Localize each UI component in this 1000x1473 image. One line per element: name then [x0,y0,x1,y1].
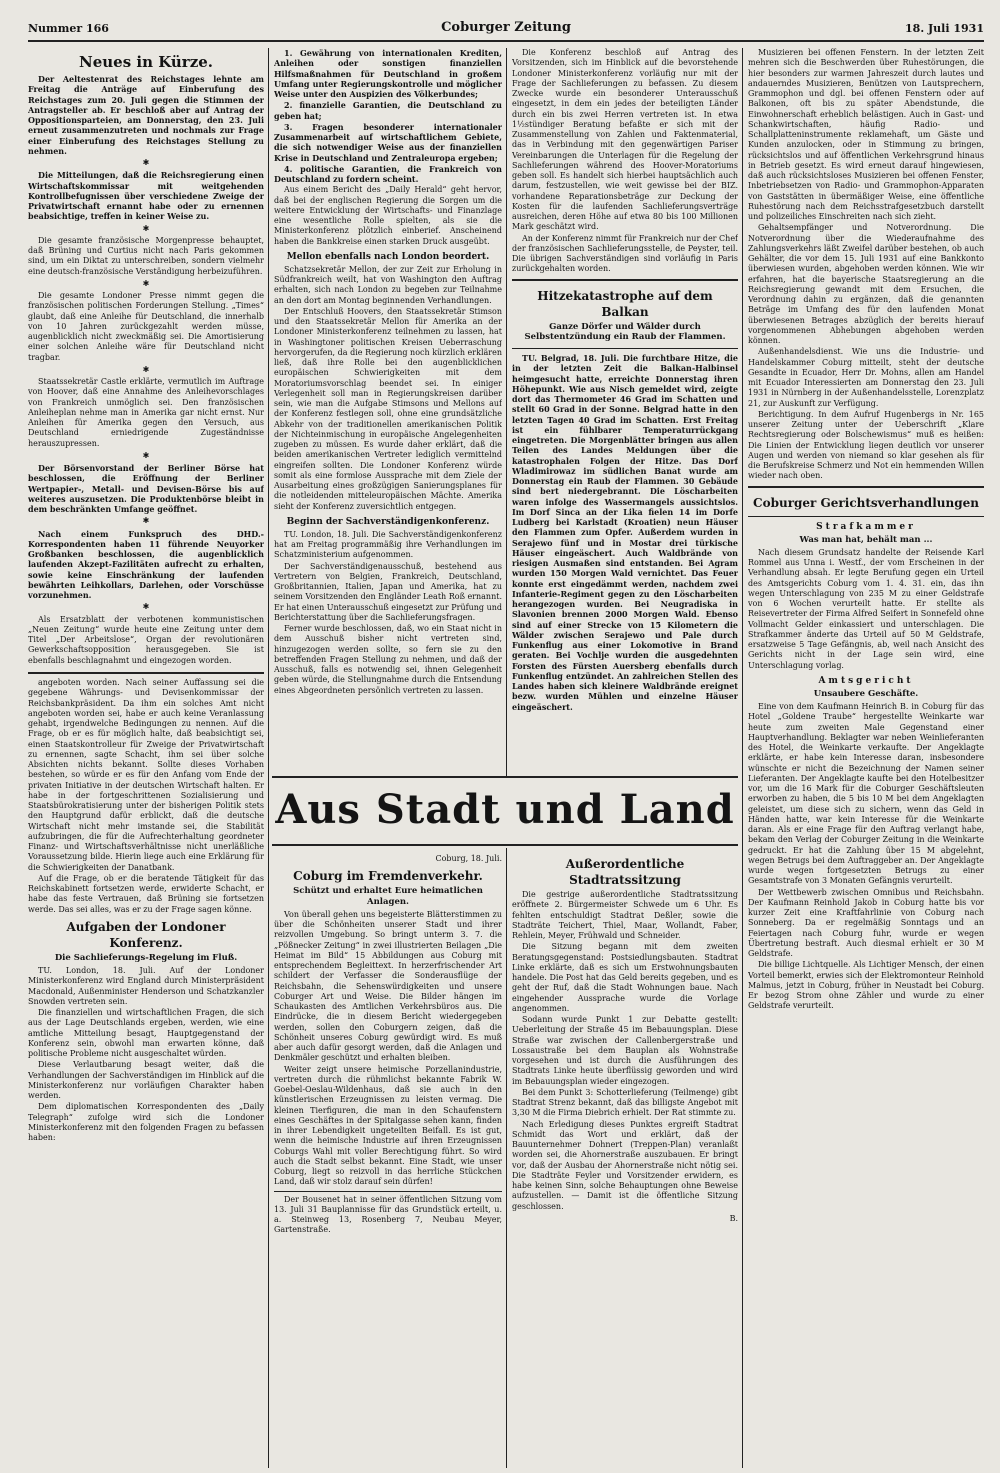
experts-conference-heading: Beginn der Sachverständigenkonferenz. [286,516,490,527]
experts-and-balkan-heat [512,48,738,772]
court-paragraph: Eine von dem Kaufmann Heinrich B. in Coburg für das Hotel „Goldene Traube“ hergestellte Weinkarte war heute zum zweiten Male Gegenstand einer Hauptverhandlung. Beklagter war neben Weinlieferanten des Hotel, die Weinkarte verkaufte. Der Angeklagte erklärte, er habe kein Interesse daran, insbesondere wünschte er nicht die Bezeichnung der Namen seiner Lieferanten. Der Angeklagte kaufte bei den Hotelbesitzer vor, um die 16 Mark für die Coburger Geschäftsleuten erworben zu haben, die 5 bis 10 M bei dem Angeklagten geleistet, um diese sich zu sichern, wenn das Geld in Händen hatte, war kein Interesse für die Weinkarte daran. Als er eine Frage für den Auftrag verlangt habe, bekam den Verlag der Coburger Zeitung in die Weinkarte gedruckt. Er hat die Zahlung über 15 M abgelehnt, wegen Betrugs bei dem Auftraggeber an. Der Angeklagte wurde wegen fortgesetzten Betrugs zu einer Gesamtstrafe von 3 Monaten Gefängnis verurteilt. [748,702,984,886]
city-council-article [512,852,738,1464]
article-paragraph: TU. London, 18. Juli. Auf der Londoner Ministerkonferenz wird England durch Ministerpräsident Macdonald, Außenminister Henderson und Schatzkanzler Snowden vertreten sein. [28,966,264,1006]
schacht-and-london-articles [28,678,264,1464]
coburg-tourism-subheading: Schützt und erhaltet Eure heimatlichen Anlagen. [293,886,483,907]
local-news-and-court [748,48,984,1464]
news-in-brief [28,48,264,668]
court-paragraph: Nach diesem Grundsatz handelte der Reisende Karl Rommel aus Unna i. Westf., der vom Erscheinen in der Verhandlung absah. Er legte Berufung gegen ein Urteil des Amtsgerichts Coburg vom 1. 4. 31. ein, das ihn wegen Unterschlagung von 235 M zu einer Geldstrafe von 6 Wochen verurteilt hatte. Er stellte als Reisevertreter der Firma Alfred Seifert in Sonnefeld ohne Vollmacht Gelder einkassiert und unterschlagen. Die Strafkammer änderte das Urteil auf 50 M Geldstrafe, ersatzweise 5 Tage Gefängnis, ab, weil nach Ansicht des Gerichts nicht in der Lage sein wird, eine Unterschlagung vorlag. [748,547,984,670]
section-rule [28,672,264,674]
article-paragraph: Die Konferenz beschloß auf Antrag des Vorsitzenden, sich im Hinblick auf die bevorstehende Londoner Ministerkonferenz vorläufig nur mit der Frage der Sachlieferungen zu befassen. Zu diesem Zwecke wurde ein besonderer Unterausschuß eingesetzt, in dem ein jedes der beteiligten Länder durch ein bis zwei Herren vertreten ist. In etwa 1½stündiger Beratung befaßte er sich mit der Zusammenstellung von Zahlen und Faktenmaterial, das in Verbindung mit den gegenwärtigen Pariser Vereinbarungen die Unterlagen für die Regelung der Sachlieferungen während des Hoover-Moratoriums geben soll. Es handelt sich hierbei hauptsächlich auch darum, festzustellen, wie weit gewisse bei der BIZ. vorhandene Reparationsbeträge zur Deckung der Kosten für die laufenden Sachlieferungsverträge ausreichen, deren Höhe auf etwa 80 bis 100 Millionen Mark geschätzt wird. [512,48,738,232]
brief-item: Staatssekretär Castle erklärte, vermutlich im Auftrage von Hoover, daß eine Annahme des Anleihevorschlages von Frankreich unmöglich sei. Den französischen Anleiheplan nehme man in Amerika gar nicht ernst. Nur Anleihen für Amerika gegen den Versuch, aus Deutschland erniedrigende Zugeständnisse herauszupressen. [28,377,264,448]
section-rule [272,844,738,846]
article-paragraph: Aus einem Bericht des „Daily Herald“ geht hervor, daß bei der englischen Regierung die Sorgen um die weitere Entwicklung der Wirtschafts- und Finanzlage eine wesentliche Rolle spielten, als sie die Ministerkonferenz plötzlich einberief. Anscheinend haben die Bankkreise einen starken Druck ausgeübt. [274,185,502,246]
column-rule [268,48,269,1468]
separator-star: ✱ [142,158,150,167]
city-council-heading: Außerordentliche Stadtratssitzung [565,857,685,887]
column-rule [506,848,507,1468]
article-paragraph: Der Entschluß Hoovers, den Staatssekretär Stimson und den Staatssekretär Mellon für Amerika an der Londoner Ministerkonferenz teilnehmen zu lassen, hat in Washingtoner politischen Kreisen Ueberraschung hervorgerufen, da die Regierung noch kürzlich erklären ließ, daß ihre Rolle bei den augenblicklichen europäischen Schwierigkeiten mit dem Moratoriumsvorschlag beendet sei. In einiger Verlegenheit soll man in Regierungskreisen darüber sein, wie man die Aufgabe Stimsons und Mellons auf der Konferenz festlegen soll, ohne eine grundsätzliche Abkehr von der traditionellen amerikanischen Politik der Nichteinmischung in europäische Angelegenheiten zugeben zu müssen. Es wurde daher erklärt, daß die beiden amerikanischen Vertreter lediglich vermittelnd eingreifen sollten. Die Londoner Konferenz würde somit als eine formlose Aussprache mit dem Ziele der Ausarbeitung eines großzügigen Sanierungsplanes für die notleidenden mitteleuropäischen Mächte. Amerika sieht der Konferenz zuversichtlich entgegen. [274,306,502,511]
local-item: Gehaltsempfänger und Notverordnung. Die Notverordnung über die Wiederaufnahme des Zahlungsverkehrs läßt Zweifel darüber bestehen, ob auch Gehälter, die vor dem 15. Juli 1931 auf eine Bankkonto überwiesen wurden, abgehoben werden können. Wie wir erfahren, hat die bayerische Staatsregierung an die Reichsregierung gewandt mit dem Ersuchen, die Verordnung dahin zu ergänzen, daß die genannten Beträge im Umfang des für den laufenden Monat überwiesenen Betrages abzüglich der bereits hierauf vorgenommenen Abhebungen abgehoben werden können. [748,223,984,345]
column-rule [742,48,743,1468]
court-case-title: Was man hat, behält man ... [799,534,933,545]
article-paragraph: Bei dem Punkt 3: Schotterlieferung (Teilmenge) gibt Stadtrat Strenz bekannt, daß das billigste Angebot mit 3,30 M die Firma Diebrich erhielt. Der Rat stimmte zu. [512,1087,738,1118]
brief-item: Die gesamte französische Morgenpresse behauptet, daß Brüning und Curtius nicht nach Paris gekommen sind, um ein Diktat zu unterschreiben, sondern vielmehr eine deutsch-französische Verständigung herbeizuführen. [28,235,264,276]
separator-star: ✱ [142,450,150,460]
agenda-item: 1. Gewährung von internationalen Krediten, Anleihen oder sonstigen finanziellen Hilfsmaßnahmen für Deutschland in großem Umfang unter Regierungskontrolle und möglicher Weise unter den Auspizien des Völkerbundes; [274,48,502,99]
london-conference-continued [274,48,502,772]
column-rule [506,48,507,776]
mellon-heading: Mellon ebenfalls nach London beordert. [286,251,490,262]
local-item: Musizieren bei offenen Fenstern. In der letzten Zeit mehren sich die Beschwerden über Ruhestörungen, die hier besonders zur warmen Jahreszeit durch lautes und andauerndes Musizieren, Benützen von Lautsprechern, Grammophon und dgl. bei offenen Fenstern oder auf Balkonen, oft bis zu später Abendstunde, die Einwohnerschaft erheblich belästigen. Auch in Gast- und Schankwirtschaften, häufig Radio- und Schallplatteninstrumente reklamehaft, um Gäste und Kunden anzulocken, oder in Stimmung zu bringen, rücksichtslos und auf öffentlichen Verkehrsgrund hinaus in Betrieb gesetzt. Es wird erneut darauf hingewiesen, daß auch rücksichtsloses Musizieren bei offenen Fenster, Inbetriebsetzen von Radio- und Grammophon-Apparaten von Gaststätten in übermäßiger Weise, eine öffentliche Ruhestörung nach dem Reichsstrafgesetzbuch darstellt und polizeiliches Einschreiten nach sich zieht. [748,48,984,221]
coburg-tourism-article [274,852,502,1464]
section-rule [272,776,738,778]
dateline: Coburg, 18. Juli. [435,854,502,863]
masthead-rule [28,40,984,42]
balkan-heat-subheading: Ganze Dörfer und Wälder durch Selbstentzündung ein Raub der Flammen. [524,321,726,342]
issue-date: 18. Juli 1931 [905,22,984,35]
brief-item: Der Aeltestenrat des Reichstages lehnte am Freitag die Anträge auf Einberufung des Reichstages zum 20. Juli gegen die Stimmen der Antragsteller ab. Er beschloß aber auf Antrag der Oppositionsparteien, am Donnerstag, den 23. Juli erneut zusammenzutreten und nochmals zur Frage einer Einberufung des Reichstages Stellung zu nehmen. [28,74,264,156]
article-paragraph: Die gestrige außerordentliche Stadtratssitzung eröffnete 2. Bürgermeister Schwede um 6 Uhr. Es fehlten entschuldigt Stadtrat Deßler, sowie die Stadträte Teichert, Thiel, Maar, Wollandt, Faber, Rehlein, Meyer, Frühwald und Schneider. [512,890,738,940]
author-signature: B. [729,1213,738,1223]
newspaper-title: Coburger Zeitung [441,20,571,35]
article-paragraph: Dem diplomatischen Korrespondenten des „Daily Telegraph“ zufolge wird sich die Londoner Ministerkonferenz mit den folgenden Fragen zu befassen haben: [28,1102,264,1142]
brief-item: Der Börsenvorstand der Berliner Börse hat beschlossen, die Eröffnung der Berliner Wertpapier-, Metall- und Devisen-Börse bis auf weiteres auszusetzen. Die Produktenbörse bleibt in dem beschränkten Umfange geöffnet. [28,463,264,514]
brief-item: Nach einem Funkspruch des DHD.-Korrespondenten haben 11 führende Neuyorker Großbanken beschlossen, die augenblicklich laufenden Akzept-Fazilitäten aufrecht zu erhalten, sowie keine Einschränkung der laufenden bewährten Leihkollars, Darlehen, oder Vorschüsse vorzunehmen. [28,528,264,600]
separator-star: ✱ [142,278,150,288]
separator-star: ✱ [142,223,150,233]
news-in-brief-heading: Neues in Kürze. [79,53,213,71]
article-paragraph: Diese Verlautbarung besagt weiter, daß die Verhandlungen der Sachverständigen im Hinblick auf die Ministerkonferenz nur vorläufigen Charakter haben werden. [28,1060,264,1100]
divider [274,1191,502,1192]
court-case-title: Unsaubere Geschäfte. [813,688,919,699]
agenda-item: 2. finanzielle Garantien, die Deutschland zu geben hat; [274,100,502,121]
article-paragraph: Sodann wurde Punkt 1 zur Debatte gestellt: Ueberleitung der Straße 45 im Bebauungsplan. Diese Straße war zwischen der Callenbergerstraße und Lossaustraße bei dem Bauplan als Wohnstraße vorgesehen und ist durch die Ausführungen des Stadtrats Linke heute überflüssig geworden und wird im Bebauungsplan wieder eingezogen. [512,1015,738,1086]
court-heading-box [748,486,984,517]
article-paragraph: An der Konferenz nimmt für Frankreich nur der Chef der französischen Sachlieferungsstelle, de Peyster, teil. Die übrigen Sachverständigen sind vorläufig in Paris zurückgehalten worden. [512,233,738,274]
court-paragraph: Die billige Lichtquelle. Als Lichtiger Mensch, der einen Vorteil bemerkt, erwies sich der Elektromonteur Reinhold Malmus, jetzt in Coburg, früher in Neustadt bei Coburg. Er bezog Strom ohne Zähler und wurde zu einer Geldstrafe verurteilt. [748,960,984,1011]
article-paragraph: TU. Belgrad, 18. Juli. Die furchtbare Hitze, die in der letzten Zeit die Balkan-Halbinsel heimgesucht hatte, erreichte Donnerstag ihren Höhepunkt. Wie aus Nisch gemeldet wird, zeigte dort das Thermometer 46 Grad im Schatten und stellt 60 Grad in der Sonne. Belgrad hatte in den letzten Tagen 40 Grad im Schatten. Erst Freitag ist ein fühlbarer Temperaturrückgang eingetreten. Die Morgenblätter bringen aus allen Teilen des Landes Meldungen über die katastrophalen Folgen der Hitze. Das Dorf Wladimirowaz im südlichen Banat wurde am Donnerstag ein Raub der Flammen. 30 Gebäude sind bert niedergebrannt. Die Löscharbeiten waren infolge des Wassermangels aussichtslos. Im Dorf Sinca an der Lika fielen 14 im Dorfe Ludberg bei Karlstadt (Kroatien) neun Häuser den Flammen zum Opfer. Außerdem wurden in Serajewo fünf und in Mostar drei türkische Häuser eingeäschert. Auch Waldbrände von riesigen Ausmaßen sind entstanden. Bei Agram wurden 150 Morgen Wald vernichtet. Das Feuer konnte erst eingedämmt werden, nachdem zwei Infanterie-Regiment gegen zu den Löscharbeiten herangezogen wurden. Bei Neugradiska in Slavonien brennen 2000 Morgen Wald. Ebenso sind auf einer Strecke von 15 Kilometern die Wälder zwischen Serajewo und Pale durch Funkenflug aus einer Lokomotive in Brand geraten. Bei Vochlje wurden die ausgedehnten Forsten des Fürsten Auersberg ebenfalls durch Funkenflug entzündet. An zahlreichen Stellen des Landes haben sich kleinere Waldbrände ereignet bezw. wurden Mühlen und einzelne Häuser eingeäschert. [512,353,738,712]
separator-star: ✱ [142,602,150,612]
brief-item: Die Mitteilungen, daß die Reichsregierung einen Wirtschaftskommissar mit weitgehenden Kontrollbefugnissen über verschiedene Zweige der Privatwirtschaft ernannt habe oder zu ernennen beabsichtige, treffen in keiner Weise zu. [28,170,264,222]
article-paragraph: Von überall gehen uns begeisterte Blätterstimmen zu über die Schönheiten unserer Stadt und ihrer reizvollen Umgebung. So bringt unterm 3. 7. die „Pößnecker Zeitung“ in zwei illustrierten Beilagen „Die Heimat im Bild“ 15 Abbildungen aus Coburg mit entsprechendem Begleittext. In herzerfrischender Art schildert der Verfasser die Sonderausflüge der Reichsbahn, die Sehenswürdigkeiten und unsere Coburger Art und Weise. Die Bilder hängen im Schaukasten des Amtlichen Verkehrsbüros aus. Die Eindrücke, die in diesem Bericht wiedergegeben werden, sollen den Coburgern zeigen, daß die Schönheit unseres Coburg gewürdigt wird. Es muß aber auch dafür gesorgt werden, daß die Anlagen und Denkmäler geschützt und erhalten bleiben. [274,909,502,1063]
article-paragraph: Nach Erledigung dieses Punktes ergreift Stadtrat Schmidt das Wort und erklärt, daß der Bauunternehmer Dohnert (Treppen-Plan) veranlaßt worden sei, die Ahornerstraße auszubauen. Er bringt vor, daß der Ausbau der Ahornerstraße nicht nötig sei. Die Stadträte Feyler und Vorsitzender erwidern, es habe keinen Sinn, solche Behauptungen ohne Beweise aufzustellen. — Damit ist die öffentliche Sitzung geschlossen. [512,1119,738,1211]
court-paragraph: Der Wettbewerb zwischen Omnibus und Reichsbahn. Der Kaufmann Reinhold Jakob in Coburg hatte bis vor kurzer Zeit eine Kraftfahrlinie von Coburg nach Sonneberg. Da er regelmäßig Sonntags und an Feiertagen nach Coburg fuhr, wurde er wegen Übertretung bestraft. Auch diesmal erhielt er 30 M Geldstrafe. [748,887,984,958]
article-paragraph: Die finanziellen und wirtschaftlichen Fragen, die sich aus der Lage Deutschlands ergeben, werden, wie eine amtliche Mitteilung besagt, Hauptgegenstand der Konferenz sein, obwohl man erwarten könne, daß politische Probleme nicht ausgeschaltet würden. [28,1008,264,1058]
balkan-heading-box [512,279,738,350]
london-conference-heading: Aufgaben der Londoner Konferenz. [66,919,226,950]
article-paragraph: Der Sachverständigenausschuß, bestehend aus Vertretern von Belgien, Frankreich, Deutschland, Großbritannien, Italien, Japan und Amerika, hat zu seinem Vorsitzenden den Engländer Leath Roß ernannt. Er hat einen Unterausschuß eingesetzt zur Prüfung und Berichterstattung über die Sachlieferungsfragen. [274,561,502,622]
page-number: Nummer 166 [28,22,109,35]
district-court-heading: Amtsgericht [818,675,914,686]
article-paragraph: TU. London, 18. Juli. Die Sachverständigenkonferenz hat am Freitag programmäßig ihre Verhandlungen im Schatzministerium aufgenommen. [274,529,502,560]
article-paragraph: angeboten worden. Nach seiner Auffassung sei die gegebene Währungs- und Devisenkommissar der Reichsbankpräsident. Da ihm ein solches Amt nicht angeboten worden sei, habe er auch keine Veranlassung gehabt, irgendwelche Bedingungen zu nennen. Auf die Frage, ob er es für möglich halte, daß beabsichtigt sei, einen Staatskontrolleur für Zweige der Privatwirtschaft zu ernennen, sagte Schacht, ihm sei über solche Absichten nichts bekannt. Sollte dieses Vorhaben bestehen, so würde er es für den Anfang vom Ende der privaten Initiative in der deutschen Wirtschaft halten. Er habe in der fortgeschrittenen Sozialisierung und Staatsbürokratisierung unter der bisherigen Politik stets den Hauptgrund dafür erblickt, daß die deutsche Wirtschaft nicht mehr imstande sei, die Stabilität aufzubringen, die für die Aufrechterhaltung geordneter Finanz- und Wirtschaftsverhältnisse nicht unerläßliche Voraussetzung bilde. Hierin liege auch eine Erklärung für die Schwierigkeiten der Danatbank. [28,678,264,872]
balkan-heat-heading: Hitzekatastrophe auf dem Balkan [537,288,713,319]
court-heading: Coburger Gerichtsverhandlungen [753,495,979,510]
local-item: Berichtigung. In dem Aufruf Hugenbergs in Nr. 165 unserer Zeitung unter der Ueberschrift „Klare Rechtsregierung oder Bolschewismus“ muß es heißen: Die Linien der Entwicklung liegen deutlich vor unserer Augen und werden von niemand so klar gesehen als für die Berufskreise Schmerz und Not ein hemmenden Willen wieder nach oben. [748,409,984,481]
brief-item: Als Ersatzblatt der verbotenen kommunistischen „Neuen Zeitung“ wurde heute eine Zeitung unter dem Titel „Der Arbeitslose“, Organ der revolutionären Gewerkschaftsopposition herausgegeben. Sie ist ebenfalls beschlagnahmt und eingezogen worden. [28,614,264,665]
section-banner: Aus Stadt und Land [275,786,735,833]
criminal-chamber-heading: Strafkammer [816,521,916,532]
article-paragraph: Ferner wurde beschlossen, daß, wo ein Staat nicht in dem Ausschuß bisher nicht vertreten sind, hinzugezogen werden sollte, so fern sie zu den betreffenden Fragen Stellung zu nehmen, und daß der Ausschuß, falls es notwendig sei, ihnen Gelegenheit geben würde, die Stellungnahme durch die Entsendung eines Abgeordneten persönlich vertreten zu lassen. [274,624,502,695]
article-paragraph: Weiter zeigt unsere heimische Porzellanindustrie, vertreten durch die rühmlichst bekannte Fabrik W. Goebel-Oeslau-Wildenhaus, daß sie auch in den künstlerischen Erzeugnissen zu leisten vermag. Die kleinen Tierfiguren, die man in den Schaufenstern eines Geschäftes in der Spitalgasse sehen kann, finden in ihrer Lebendigkeit ungeteilten Beifall. Es ist gut, wenn die heimische Industrie auf ihren Erzeugnissen Coburgs Wahl mit voller Berechtigung führt. So wird auch die Stadt selbst bekannt. Eine Stadt, wie unser Coburg, liegt so reizvoll in das herrliche Stückchen Land, daß wir stolz darauf sein dürfen! [274,1064,502,1187]
article-paragraph: Die Sitzung begann mit dem zweiten Beratungsgegenstand: Postsiedlungsbauten. Stadtrat Linke erklärte, daß es sich um Erstwohnungsbauten handele. Die Post hat das Geld bereits gegeben, und es geht der Ruf, daß die Stadt Wohnungen baue. Nach eingehender Aussprache wurde die Vorlage angenommen. [512,942,738,1013]
article-paragraph: Auf die Frage, ob er die beratende Tätigkeit für das Reichskabinett fortsetzen werde, erwiderte Schacht, er habe das feste Vertrauen, daß Brüning sie fortsetzen werde. Das sei alles, was er zu der Frage sagen könne. [28,873,264,914]
article-paragraph: Schatzsekretär Mellon, der zur Zeit zur Erholung in Südfrankreich weilt, hat von Washington den Auftrag erhalten, sich nach London zu begeben zur Teilnahme an den dort am Montag beginnenden Verhandlungen. [274,264,502,305]
london-conference-subheading: Die Sachlieferungs-Regelung im Fluß. [54,952,238,963]
separator-star: ✱ [142,516,150,526]
separator-star: ✱ [142,364,150,374]
agenda-item: 3. Fragen besonderer internationaler Zusammenarbeit auf wirtschaftlichem Gebiete, die sich notwendiger Weise aus der finanziellen Krise in Deutschland und Zentraleuropa ergeben; [274,121,502,163]
brief-item: Die gesamte Londoner Presse nimmt gegen die französischen politischen Forderungen Stellung. „Times“ glaubt, daß eine Anleihe für Deutschland, die innerhalb von 10 Jahren zurückgezahlt werden müsse, augenblicklich nicht zweckmäßig sei. Die Amortisierung einer solchen Anleihe wäre für Deutschland nicht tragbar. [28,291,264,362]
agenda-item: 4. politische Garantien, die Frankreich von Deutschland zu fordern scheint. [274,163,502,184]
coburg-tourism-heading: Coburg im Fremdenverkehr. [293,869,483,884]
local-item: Außenhandelsdienst. Wie uns die Industrie- und Handelskammer Coburg mitteilt, steht der deutsche Gesandte in Ecuador, Herr Dr. Mohns, allen am Handel mit Ecuador Interessierten am Donnerstag den 23. Juli 1931 in Nürnberg in der Außenhandelsstelle, Lorenzplatz 21, zur Auskunft zur Verfügung. [748,347,984,408]
masthead [28,18,984,38]
article-paragraph: Der Bousenet hat in seiner öffentlichen Sitzung vom 13. Juli 31 Bauplannisse für das Grundstück erteilt, u. a. Steinweg 13, Rosenberg 7, Neubau Meyer, Gartenstraße. [274,1194,502,1235]
